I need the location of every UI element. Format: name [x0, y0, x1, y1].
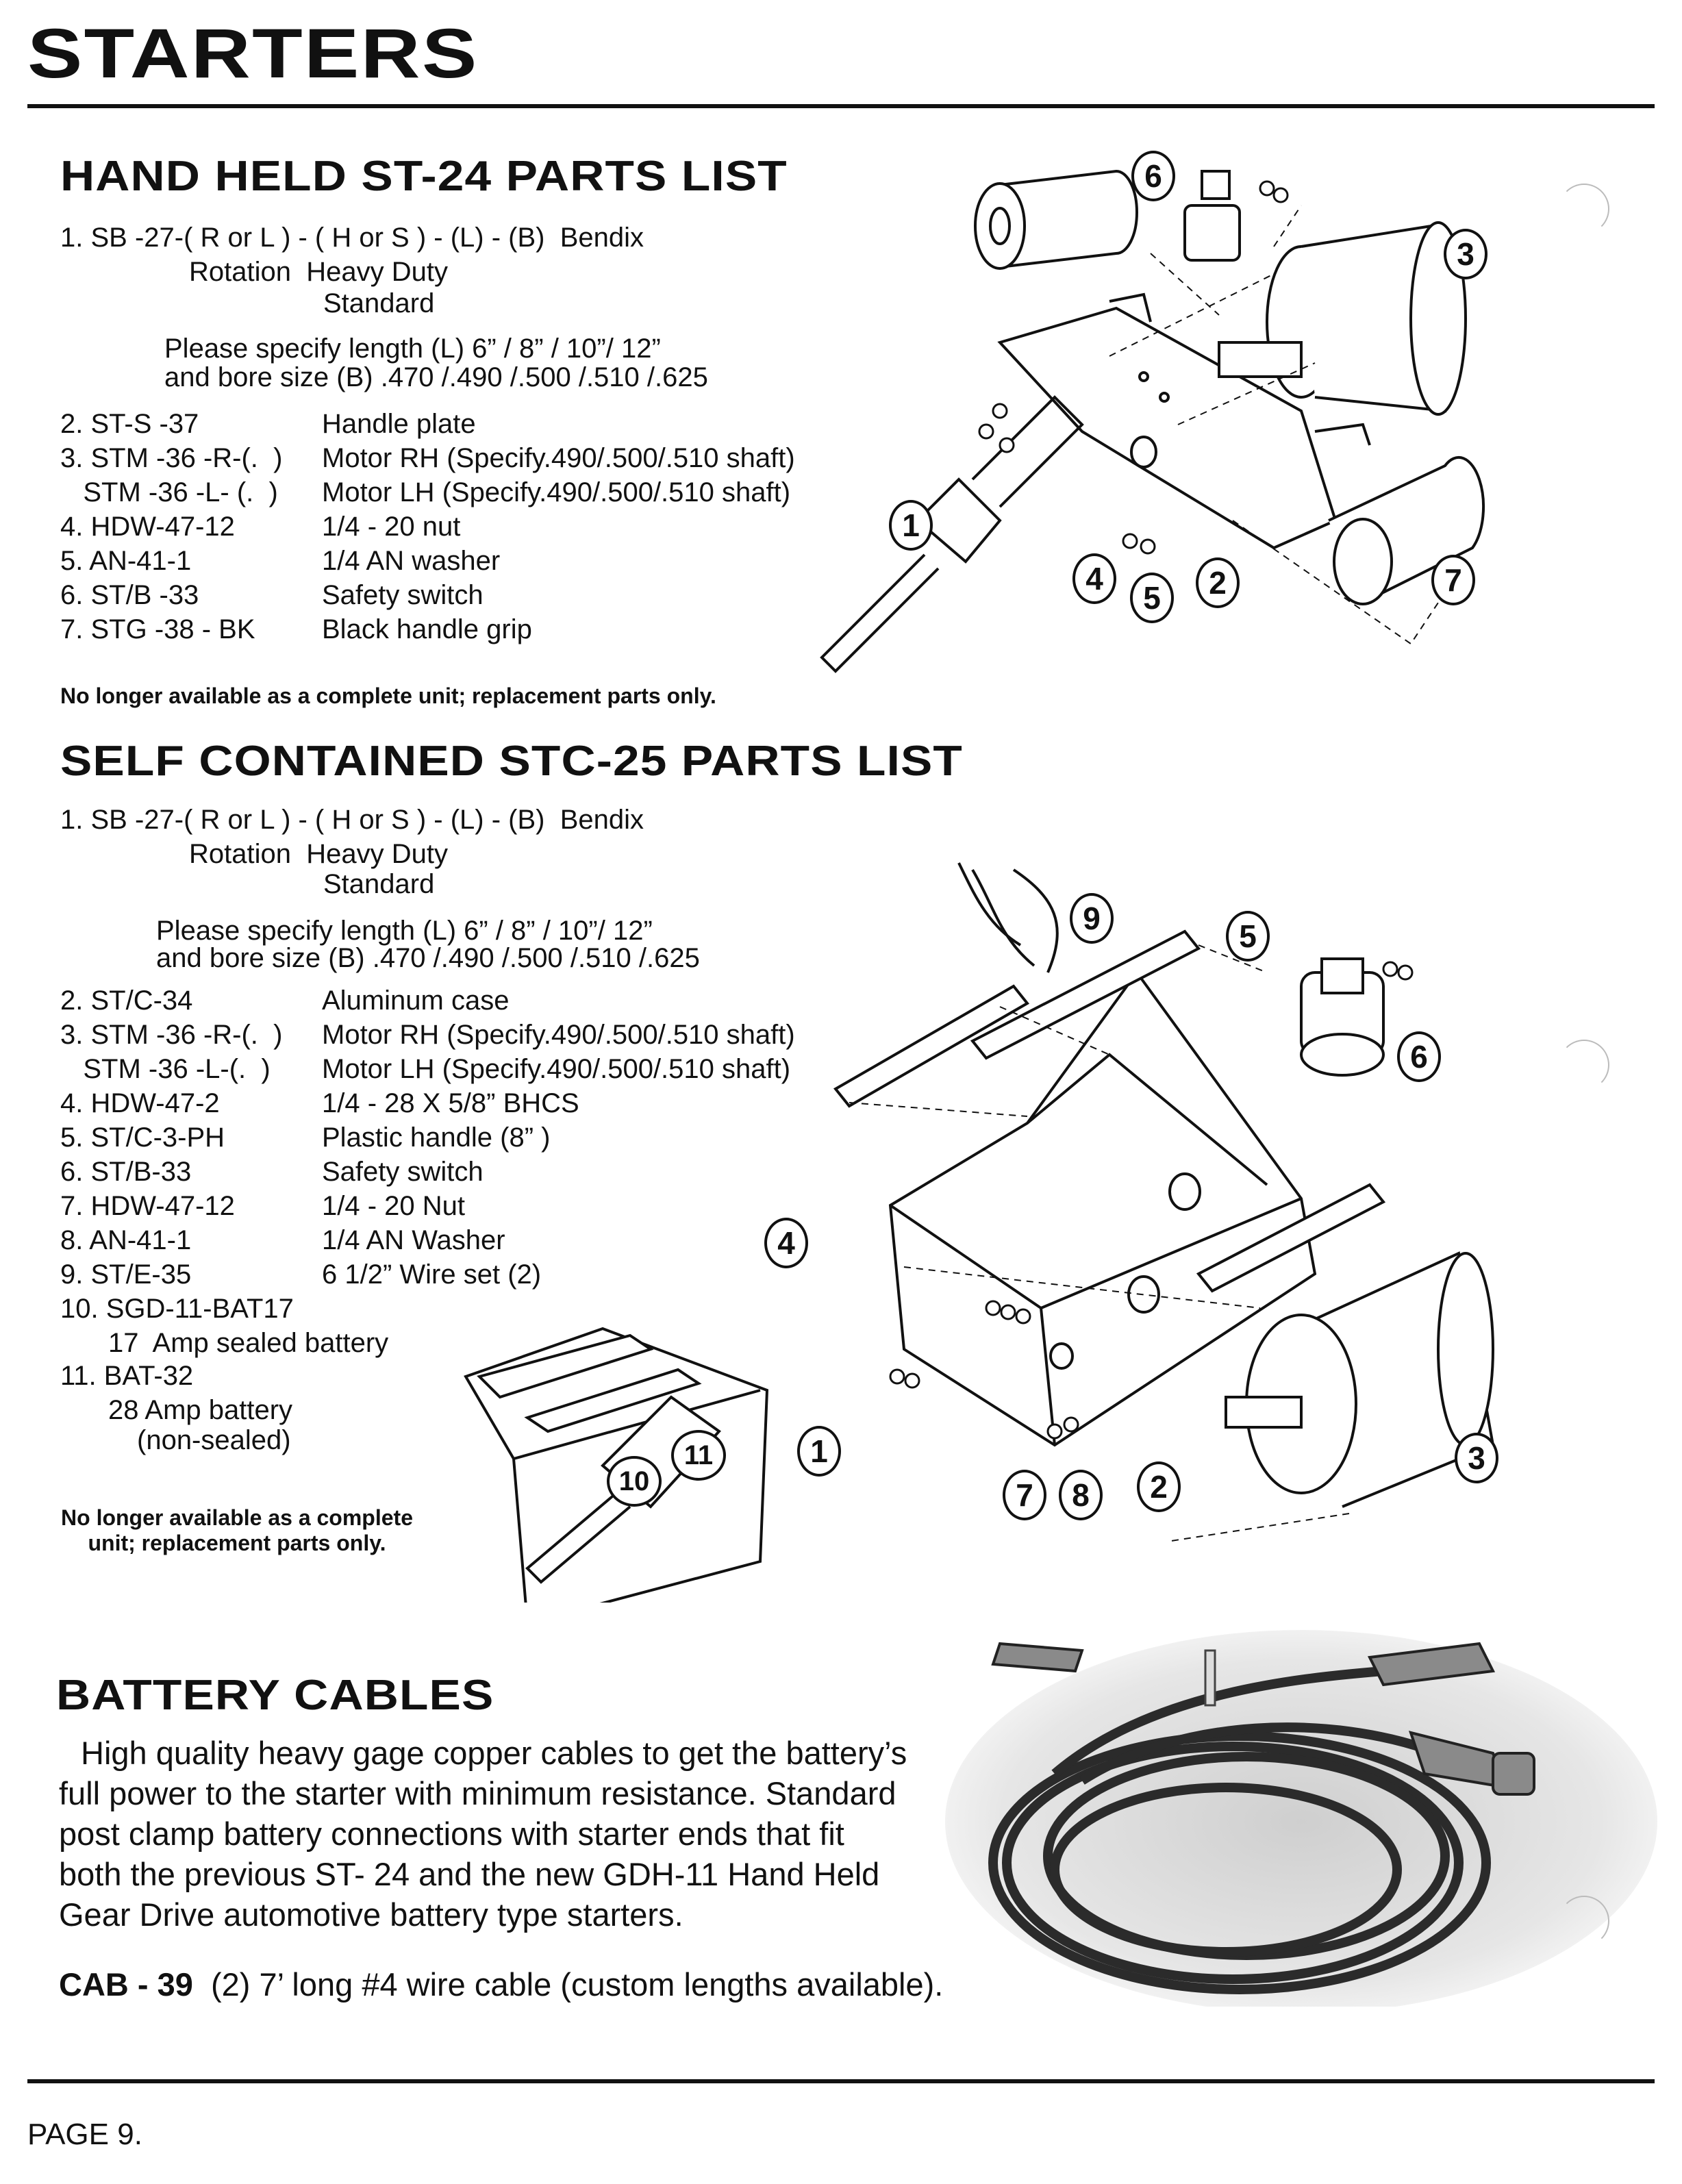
paragraph-line: Gear Drive automotive battery type starters.	[59, 1896, 683, 1933]
st24-item1-sub2: Standard	[323, 288, 435, 318]
callout-2: 2	[1196, 557, 1240, 608]
part-number: 5. AN-41-1	[60, 546, 192, 576]
page-number: PAGE 9.	[27, 2118, 142, 2151]
part-number: 6. ST/B-33	[60, 1157, 192, 1187]
list-item	[60, 1257, 542, 1292]
footer-rule	[27, 2079, 1655, 2083]
callout-5: 5	[1130, 573, 1174, 623]
stc25-parts-list	[60, 983, 795, 1292]
part-number: 3. STM -36 -R-(. )	[60, 443, 283, 473]
list-item	[60, 1018, 795, 1052]
callout-4: 4	[764, 1218, 808, 1268]
note-line-1: No longer available as a complete	[61, 1505, 413, 1530]
stc25-item1-sub2: Standard	[323, 869, 435, 899]
callout-1: 1	[889, 500, 933, 551]
callout-5: 5	[1226, 911, 1270, 962]
paragraph-line: post clamp battery connections with starter ends that fit	[59, 1816, 844, 1852]
battery-cable-photo	[945, 1616, 1657, 2007]
stc25-availability-note	[52, 1505, 422, 1556]
callout-3: 3	[1455, 1433, 1498, 1483]
part-description: Safety switch	[322, 580, 484, 610]
part-number: 2. ST/C-34	[60, 986, 193, 1016]
st24-specify-bore: and bore size (B) .470 /.490 /.500 /.510 /.625	[164, 362, 708, 392]
callout-6: 6	[1131, 151, 1175, 201]
callout-2: 2	[1137, 1461, 1181, 1512]
st24-parts-list	[60, 407, 795, 647]
list-item	[60, 510, 461, 544]
part-description: Motor LH (Specify.490/.500/.510 shaft)	[322, 1054, 791, 1084]
part-description: Safety switch	[322, 1157, 484, 1187]
cables-description	[59, 1733, 977, 1935]
list-item	[60, 612, 532, 647]
part-number: 8. AN-41-1	[60, 1225, 192, 1255]
part-description: 1/4 - 20 nut	[322, 512, 461, 542]
part-description: 6 1/2” Wire set (2)	[322, 1259, 542, 1290]
note-line-2: unit; replacement parts only.	[88, 1531, 386, 1555]
part-description: Motor LH (Specify.490/.500/.510 shaft)	[322, 477, 791, 507]
part-description: Motor RH (Specify.490/.500/.510 shaft)	[322, 443, 795, 473]
stc25-item1-sub1: Rotation Heavy Duty	[189, 839, 448, 869]
st24-specify-length: Please specify length (L) 6” / 8” / 10”/ 12”	[164, 334, 661, 364]
callout-8: 8	[1059, 1470, 1103, 1520]
binder-hole	[1559, 1896, 1609, 1946]
part-number: 9. ST/E-35	[60, 1259, 192, 1290]
list-item	[60, 475, 791, 510]
paragraph-line: High quality heavy gage copper cables to get the battery’s	[81, 1735, 907, 1771]
part-number: 4. HDW-47-12	[60, 512, 235, 542]
list-item	[60, 1086, 579, 1120]
stc25-item11: 11. BAT-32	[60, 1361, 194, 1391]
part-number: 4. HDW-47-2	[60, 1088, 220, 1118]
part-number: CAB - 39	[59, 1966, 193, 2003]
part-number: STM -36 -L- (. )	[60, 477, 278, 507]
st24-section-title: HAND HELD ST-24 PARTS LIST	[60, 153, 788, 200]
part-description: Black handle grip	[322, 614, 532, 644]
list-item	[60, 1189, 466, 1223]
part-description: 1/4 - 20 Nut	[322, 1191, 466, 1221]
binder-hole	[1559, 1040, 1609, 1090]
page-title: STARTERS	[27, 14, 479, 92]
stc25-specify-length: Please specify length (L) 6” / 8” / 10”/ 12”	[156, 916, 653, 946]
list-item	[60, 441, 795, 475]
callout-3: 3	[1444, 229, 1488, 279]
callout-4: 4	[1072, 553, 1116, 604]
part-number: 7. HDW-47-12	[60, 1191, 235, 1221]
part-description: (2) 7’ long #4 wire cable (custom lengths available).	[211, 1966, 944, 2003]
list-item	[60, 983, 510, 1018]
cables-part-line	[59, 1964, 943, 2005]
part-number: STM -36 -L-(. )	[60, 1054, 271, 1084]
callout-6: 6	[1397, 1031, 1441, 1082]
stc25-item10: 10. SGD-11-BAT17	[60, 1294, 294, 1324]
header-rule	[27, 104, 1655, 108]
st24-item1-sub1: Rotation Heavy Duty	[189, 257, 448, 287]
paragraph-line: both the previous ST- 24 and the new GDH-11 Hand Held	[59, 1856, 880, 1892]
callout-9: 9	[1070, 893, 1114, 944]
list-item	[60, 578, 484, 612]
callout-7: 7	[1431, 555, 1475, 605]
stc25-item11-desc1: 28 Amp battery	[108, 1395, 293, 1425]
stc25-item11-desc2: (non-sealed)	[137, 1425, 291, 1455]
callout-10: 10	[607, 1456, 662, 1507]
list-item	[60, 1052, 791, 1086]
st24-item1: 1. SB -27-( R or L ) - ( H or S ) - (L) - (B) Bendix	[60, 223, 644, 253]
part-description: 1/4 - 28 X 5/8” BHCS	[322, 1088, 579, 1118]
callout-7: 7	[1003, 1470, 1046, 1520]
part-number: 5. ST/C-3-PH	[60, 1122, 225, 1153]
stc25-item1: 1. SB -27-( R or L ) - ( H or S ) - (L) - (B) Bendix	[60, 805, 644, 835]
part-description: 1/4 AN washer	[322, 546, 501, 576]
part-description: Handle plate	[322, 409, 476, 439]
list-item	[60, 1155, 484, 1189]
list-item	[60, 407, 476, 441]
part-number: 6. ST/B -33	[60, 580, 199, 610]
part-description: Motor RH (Specify.490/.500/.510 shaft)	[322, 1020, 795, 1050]
cables-section-title: BATTERY CABLES	[56, 1672, 494, 1719]
stc25-specify-bore: and bore size (B) .470 /.490 /.500 /.510 /.625	[156, 943, 700, 973]
list-item	[60, 1223, 505, 1257]
part-number: 3. STM -36 -R-(. )	[60, 1020, 283, 1050]
list-item	[60, 544, 501, 578]
stc25-section-title: SELF CONTAINED STC-25 PARTS LIST	[60, 738, 963, 785]
st24-availability-note: No longer available as a complete unit; replacement parts only.	[60, 683, 716, 708]
callout-1: 1	[797, 1426, 841, 1477]
list-item	[60, 1120, 551, 1155]
stc25-item10-desc: 17 Amp sealed battery	[108, 1328, 389, 1358]
binder-hole	[1559, 184, 1609, 234]
callout-11: 11	[671, 1430, 726, 1481]
part-number: 7. STG -38 - BK	[60, 614, 255, 644]
part-description: 1/4 AN Washer	[322, 1225, 505, 1255]
part-description: Aluminum case	[322, 986, 510, 1016]
paragraph-line: full power to the starter with minimum resistance. Standard	[59, 1775, 896, 1811]
part-number: 2. ST-S -37	[60, 409, 199, 439]
part-description: Plastic handle (8” )	[322, 1122, 551, 1153]
